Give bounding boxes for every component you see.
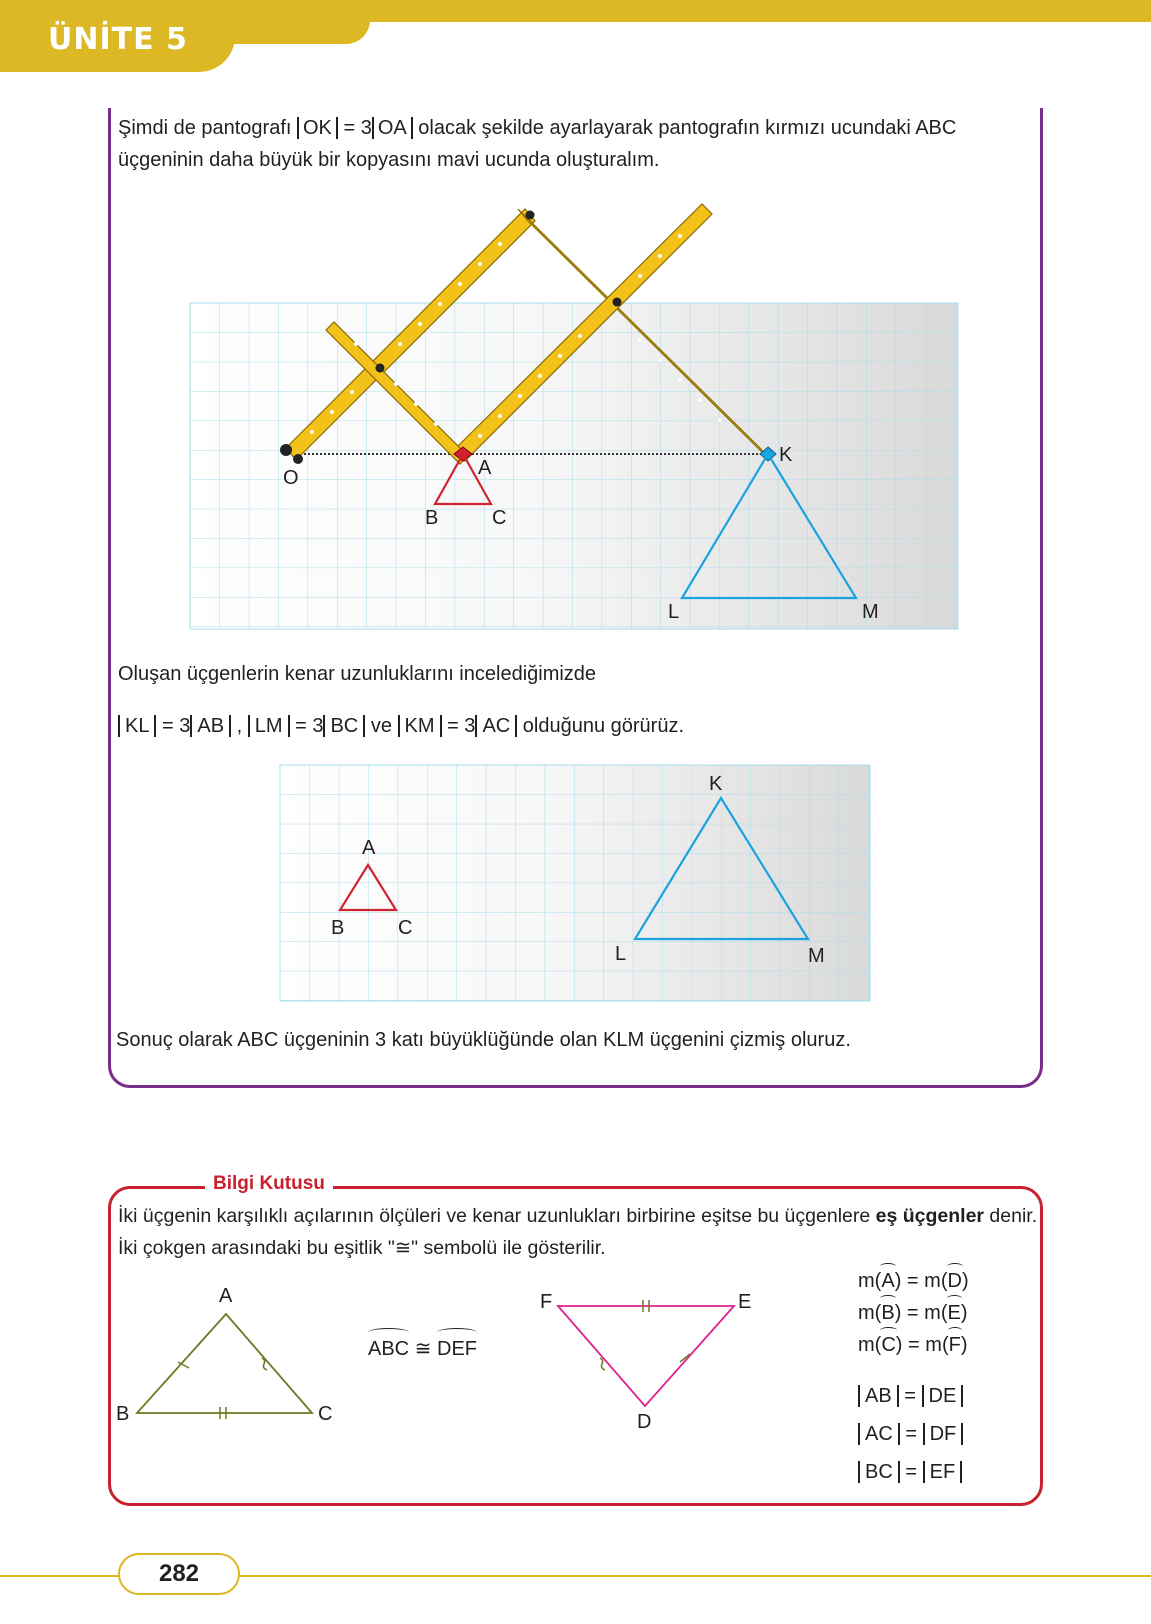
label-k-fig2: K xyxy=(709,773,723,795)
abs-lm: LM xyxy=(248,715,290,737)
m-1: m xyxy=(858,1270,875,1292)
side-ef: EF xyxy=(923,1461,963,1483)
label-m-fig2: M xyxy=(808,945,825,967)
congruence-statement xyxy=(368,1334,477,1364)
angle-f: F xyxy=(948,1334,961,1356)
info-line-1-bold: eş üçgenler xyxy=(875,1205,985,1227)
eq-3: = xyxy=(908,1334,920,1356)
label-d-info: D xyxy=(637,1411,652,1433)
info-line-1-text: İki üçgenin karşılıklı açılarının ölçüleri ve kenar uzunlukları birbirine eşitse bu üçgenlere xyxy=(118,1205,876,1227)
hat-a xyxy=(881,1266,894,1296)
label-c-fig2: C xyxy=(398,917,413,939)
abs-ab: AB xyxy=(190,715,231,737)
label-o: O xyxy=(283,467,299,489)
side-ac: AC xyxy=(858,1423,900,1445)
abs-bc: BC xyxy=(323,715,365,737)
side-eq-1: = xyxy=(904,1385,916,1407)
hat-b xyxy=(881,1298,894,1328)
obs-eq-3: = 3 xyxy=(441,715,476,737)
m-2: m xyxy=(858,1302,875,1324)
side-bc: BC xyxy=(858,1461,900,1483)
side-equality-1 xyxy=(858,1381,963,1411)
obs-tail: olduğunu görürüz. xyxy=(517,715,685,737)
hat-f xyxy=(949,1330,961,1360)
label-a-fig2: A xyxy=(362,837,376,859)
label-a-info: A xyxy=(219,1285,233,1307)
intro-line-2: üçgeninin daha büyük bir kopyasını mavi ucunda oluşturalım. xyxy=(118,149,660,171)
angle-equality-3: m( C) = m( F) xyxy=(858,1330,968,1360)
side-eq-3: = xyxy=(905,1461,918,1483)
hat-c xyxy=(881,1330,895,1360)
side-equality-3 xyxy=(858,1457,962,1487)
obs-ve: ve xyxy=(365,715,398,737)
abs-ok: OK xyxy=(297,117,338,139)
obs-eq-2: = 3 xyxy=(289,715,324,737)
label-c-info: C xyxy=(318,1403,333,1425)
angle-b: B xyxy=(881,1302,895,1324)
label-m-fig1: M xyxy=(862,601,879,623)
label-f-info: F xyxy=(540,1291,553,1313)
hat-abc xyxy=(368,1328,409,1337)
side-de: DE xyxy=(922,1385,964,1407)
grid-lines-2 xyxy=(280,765,870,1001)
hat-d xyxy=(948,1266,962,1296)
side-df: DF xyxy=(923,1423,964,1445)
abs-ac: AC xyxy=(475,715,517,737)
angle-d: D xyxy=(947,1270,962,1292)
observation-line-2 xyxy=(118,710,684,742)
obs-eq-1: = 3 xyxy=(156,715,191,737)
angle-equality-1: m( A) = m( D) xyxy=(858,1266,969,1296)
congruence-left: ABC xyxy=(368,1338,410,1360)
label-a-fig1: A xyxy=(478,457,492,479)
hat-def xyxy=(437,1328,477,1337)
info-line-1 xyxy=(118,1200,1038,1232)
eq-1: = xyxy=(906,1270,919,1292)
page-number: 282 xyxy=(118,1553,240,1595)
angle-equality-2: m( B) = m( E) xyxy=(858,1298,968,1328)
eq-2: = xyxy=(906,1302,919,1324)
abs-km: KM xyxy=(398,715,442,737)
label-k-fig1: K xyxy=(779,444,793,466)
m-3b: m xyxy=(925,1334,942,1356)
obs-comma: , xyxy=(231,715,248,737)
unit-title: ÜNİTE 5 xyxy=(48,22,188,57)
info-line-2: İki çokgen arasındaki bu eşitlik "≅" sembolü ile gösterilir. xyxy=(118,1237,606,1259)
hat-e xyxy=(948,1298,961,1328)
label-b-fig2: B xyxy=(331,917,345,939)
label-l-fig1: L xyxy=(668,601,680,623)
side-equality-2 xyxy=(858,1419,963,1449)
label-e-info: E xyxy=(738,1291,752,1313)
info-box-title: Bilgi Kutusu xyxy=(205,1173,333,1195)
congruence-right: DEF xyxy=(437,1338,477,1360)
label-c-fig1: C xyxy=(492,507,507,529)
info-line-1-end: denir. xyxy=(984,1205,1038,1227)
intro-eq: = 3 xyxy=(337,117,372,139)
angle-abc xyxy=(368,1334,409,1364)
m-1b: m xyxy=(924,1270,941,1292)
angle-e: E xyxy=(947,1302,961,1324)
m-2b: m xyxy=(924,1302,941,1324)
angle-def xyxy=(437,1334,477,1364)
label-b-info: B xyxy=(116,1403,130,1425)
intro-text-2: olacak şekilde ayarlayarak pantografın kırmızı ucundaki ABC xyxy=(412,117,957,139)
label-l-fig2: L xyxy=(615,943,627,965)
abs-kl: KL xyxy=(118,715,156,737)
observation-line-1: Oluşan üçgenlerin kenar uzunluklarını incelediğimizde xyxy=(118,663,597,685)
side-eq-2: = xyxy=(905,1423,918,1445)
congruence-symbol: ≅ xyxy=(409,1338,437,1360)
conclusion-text: Sonuç olarak ABC üçgeninin 3 katı büyüklüğünde olan KLM üçgenini çizmiş oluruz. xyxy=(116,1029,851,1051)
side-ab: AB xyxy=(858,1385,899,1407)
intro-text: Şimdi de pantografı xyxy=(118,117,297,139)
label-b-fig1: B xyxy=(425,507,439,529)
angle-c: C xyxy=(881,1334,896,1356)
m-3: m xyxy=(858,1334,875,1356)
angle-a: A xyxy=(881,1270,895,1292)
abs-oa: OA xyxy=(372,117,413,139)
